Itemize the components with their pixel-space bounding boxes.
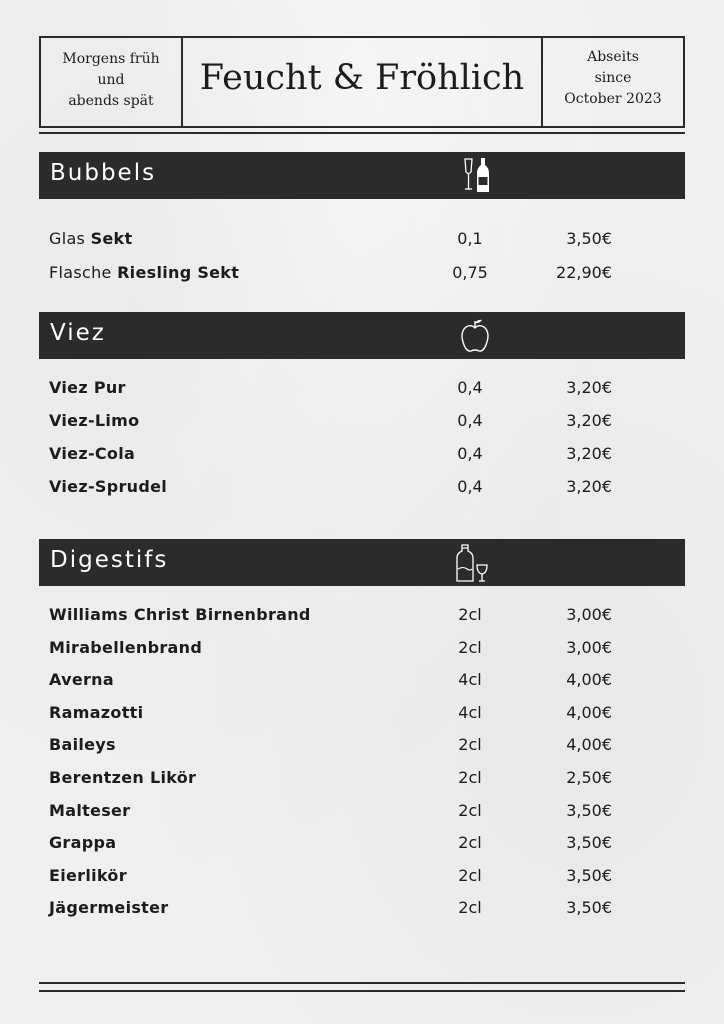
page-title: Feucht & Fröhlich bbox=[199, 58, 525, 98]
menu-item-quantity: 0,1 bbox=[457, 229, 483, 248]
footer-rule-top bbox=[39, 982, 685, 984]
menu-item-quantity: 2cl bbox=[458, 768, 482, 787]
menu-item-row bbox=[0, 229, 724, 251]
menu-item-quantity: 2cl bbox=[458, 605, 482, 624]
menu-item-name bbox=[49, 411, 139, 430]
menu-item-name bbox=[49, 263, 239, 282]
menu-item-price: 3,00€ bbox=[566, 605, 612, 624]
menu-item-label: Williams Christ Birnenbrand bbox=[49, 605, 311, 624]
menu-item-label: Viez-Sprudel bbox=[49, 477, 168, 496]
menu-item-row bbox=[0, 378, 724, 400]
menu-item-label: Grappa bbox=[49, 833, 117, 853]
tagline-line: und bbox=[97, 72, 125, 88]
menu-item-name bbox=[49, 444, 135, 463]
section-title: Viez bbox=[50, 320, 106, 346]
menu-item-label: Eierlikör bbox=[49, 865, 127, 885]
apple-icon bbox=[457, 316, 493, 356]
menu-item-row bbox=[0, 263, 724, 285]
header-left-tagline bbox=[41, 49, 181, 112]
menu-item-name bbox=[49, 768, 196, 787]
menu-item-row bbox=[0, 801, 724, 823]
menu-item-quantity: 2cl bbox=[458, 898, 482, 918]
header-double-rule bbox=[39, 132, 685, 134]
menu-item-name bbox=[49, 801, 130, 820]
menu-item-row bbox=[0, 411, 724, 433]
menu-item-name bbox=[49, 735, 116, 754]
menu-item-label: Averna bbox=[49, 670, 114, 690]
menu-item-label: Berentzen Likör bbox=[49, 768, 197, 787]
menu-item-name bbox=[49, 866, 127, 885]
menu-item-name bbox=[49, 638, 202, 657]
menu-item-label: Jägermeister bbox=[49, 898, 169, 918]
champagne-bottle-icon bbox=[459, 156, 495, 196]
menu-item-price: 2,50€ bbox=[566, 768, 612, 787]
menu-item-label: Baileys bbox=[49, 735, 116, 755]
header-top-rule bbox=[39, 36, 685, 38]
menu-item-price: 3,20€ bbox=[566, 444, 612, 463]
menu-item-row bbox=[0, 898, 724, 920]
tagline-line: abends spät bbox=[68, 93, 154, 109]
section-title: Digestifs bbox=[50, 547, 169, 573]
menu-item-price: 3,00€ bbox=[566, 637, 612, 657]
menu-item-name bbox=[49, 670, 114, 689]
menu-item-name bbox=[49, 477, 167, 496]
menu-item-label: Sekt bbox=[90, 229, 133, 248]
menu-item-row bbox=[0, 866, 724, 888]
menu-item-name bbox=[49, 378, 126, 397]
menu-item-quantity: 2cl bbox=[458, 735, 482, 755]
menu-item-label: Mirabellenbrand bbox=[49, 637, 203, 657]
menu-item-label: Viez-Cola bbox=[49, 444, 136, 463]
section-header-viez bbox=[39, 312, 685, 359]
menu-item-quantity: 2cl bbox=[458, 800, 482, 820]
footer-rule-bottom bbox=[39, 990, 685, 992]
menu-item-row bbox=[0, 833, 724, 855]
menu-item-price: 3,50€ bbox=[566, 229, 612, 248]
header-title-box bbox=[183, 58, 541, 98]
menu-item-price: 3,50€ bbox=[566, 800, 612, 820]
tagline-line: Morgens früh bbox=[62, 51, 160, 67]
menu-item-row bbox=[0, 703, 724, 725]
section-title: Bubbels bbox=[50, 160, 157, 186]
menu-item-row bbox=[0, 444, 724, 466]
menu-item-row bbox=[0, 768, 724, 790]
menu-item-label: Riesling Sekt bbox=[117, 263, 240, 282]
menu-item-quantity: 0,4 bbox=[457, 411, 483, 430]
menu-item-quantity: 0,4 bbox=[457, 378, 483, 397]
menu-item-label: Viez Pur bbox=[49, 378, 126, 397]
menu-item-price: 3,20€ bbox=[566, 411, 612, 430]
menu-item-price: 22,90€ bbox=[556, 263, 612, 282]
menu-item-label: Malteser bbox=[49, 800, 131, 820]
section-header-bubbels bbox=[39, 152, 685, 199]
menu-item-quantity: 0,4 bbox=[457, 477, 483, 496]
menu-item-row bbox=[0, 605, 724, 627]
menu-item-prefix: Glas bbox=[49, 229, 91, 248]
section-header-digestifs bbox=[39, 539, 685, 586]
menu-item-quantity: 2cl bbox=[458, 833, 482, 853]
tagline-line: October 2023 bbox=[564, 91, 662, 107]
menu-item-quantity: 0,4 bbox=[457, 444, 483, 463]
tagline-line: since bbox=[594, 70, 632, 86]
menu-item-name bbox=[49, 605, 311, 624]
menu-item-name bbox=[49, 833, 116, 852]
header-bottom-rule bbox=[39, 126, 685, 128]
menu-item-price: 3,50€ bbox=[566, 865, 612, 885]
menu-item-row bbox=[0, 670, 724, 692]
menu-item-row bbox=[0, 638, 724, 660]
menu-item-prefix: Flasche bbox=[49, 263, 118, 282]
menu-item-price: 4,00€ bbox=[566, 735, 612, 755]
menu-item-quantity: 0,75 bbox=[452, 263, 488, 282]
menu-item-price: 4,00€ bbox=[566, 702, 612, 722]
menu-item-name bbox=[49, 898, 168, 917]
menu-item-quantity: 4cl bbox=[458, 702, 482, 722]
tagline-line: Abseits bbox=[587, 49, 639, 65]
menu-item-price: 3,50€ bbox=[566, 898, 612, 918]
menu-item-price: 4,00€ bbox=[566, 670, 612, 690]
menu-item-price: 3,20€ bbox=[566, 477, 612, 496]
menu-item-quantity: 4cl bbox=[458, 670, 482, 690]
menu-item-label: Ramazotti bbox=[49, 702, 144, 722]
menu-item-quantity: 2cl bbox=[458, 637, 482, 657]
menu-item-row bbox=[0, 477, 724, 499]
menu-item-name bbox=[49, 229, 132, 248]
header-divider-right bbox=[683, 36, 685, 128]
menu-item-price: 3,50€ bbox=[566, 833, 612, 853]
menu-item-name bbox=[49, 703, 143, 722]
header-right-tagline bbox=[543, 47, 683, 110]
menu-item-label: Viez-Limo bbox=[49, 411, 140, 430]
liquor-bottle-glass-icon bbox=[455, 543, 493, 585]
menu-item-quantity: 2cl bbox=[458, 865, 482, 885]
menu-item-row bbox=[0, 735, 724, 757]
menu-item-price: 3,20€ bbox=[566, 378, 612, 397]
